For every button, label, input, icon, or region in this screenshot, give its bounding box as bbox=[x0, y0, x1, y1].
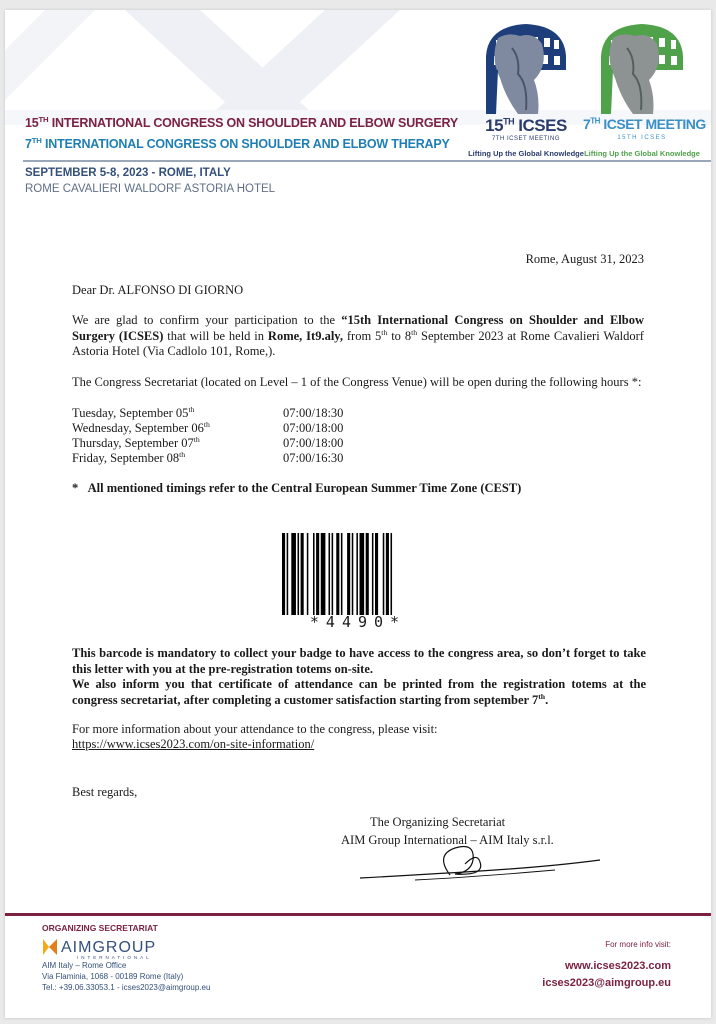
barcode-bar bbox=[356, 533, 358, 615]
congress-title-icses: 15TH INTERNATIONAL CONGRESS ON SHOULDER AND ELBOW SURGERY bbox=[25, 114, 459, 130]
onsite-info-link[interactable]: https://www.icses2023.com/on-site-information/ bbox=[72, 737, 315, 751]
schedule-hours: 07:00/18:30 bbox=[283, 406, 344, 420]
timezone-note: * All mentioned timings refer to the Central European Summer Time Zone (CEST) bbox=[72, 481, 522, 495]
barcode-bar bbox=[329, 533, 331, 615]
barcode-bar bbox=[375, 533, 378, 615]
barcode-bar bbox=[341, 533, 343, 615]
congress-dates: SEPTEMBER 5-8, 2023 - ROME, ITALY bbox=[25, 167, 231, 179]
icset-logo bbox=[583, 18, 706, 163]
signature-line-2: AIM Group International – AIM Italy s.r.l. bbox=[341, 833, 554, 847]
barcode-bar bbox=[287, 533, 289, 615]
colosseum-statue-icon bbox=[468, 18, 584, 118]
more-info-label: For more info visit: bbox=[605, 940, 671, 949]
icset-logo-tagline: Lifting Up the Global Knowledge bbox=[584, 149, 700, 158]
salutation: Dear Dr. ALFONSO DI GIORNO bbox=[72, 283, 244, 297]
paragraph-badge-notice: This barcode is mandatory to collect your badge to have access to the congress area, so don’t forget to take this letter with you at the pre-registration totems on-site. bbox=[72, 646, 646, 676]
svg-text:AIMGROUP: AIMGROUP bbox=[61, 939, 157, 956]
icses-logo-subtitle: 7TH ICSET MEETING bbox=[491, 136, 561, 142]
barcode-bar bbox=[347, 533, 350, 615]
paragraph-secretariat-hours: The Congress Secretariat (located on Level – 1 of the Congress Venue) will be open during the following hours *: bbox=[72, 375, 642, 389]
barcode-bar bbox=[298, 533, 300, 615]
barcode-bar bbox=[301, 533, 304, 615]
barcode-bar bbox=[332, 533, 334, 615]
barcode-bar bbox=[372, 533, 374, 615]
icset-logo-title: 7TH ICSET MEETING bbox=[583, 116, 706, 132]
website-link[interactable]: www.icses2023.com bbox=[565, 960, 671, 972]
barcode-bar bbox=[321, 533, 326, 615]
barcode-bar bbox=[316, 533, 319, 615]
schedule-day: Thursday, September 07th bbox=[72, 434, 200, 450]
footer-divider bbox=[5, 913, 711, 916]
schedule-hours: 07:00/18:00 bbox=[283, 421, 344, 435]
letter-page bbox=[5, 10, 711, 1018]
barcode-bar bbox=[391, 533, 393, 615]
office-contact: Tel.: +39.06.33053.1 - icses2023@aimgroup.eu bbox=[42, 983, 211, 992]
handwritten-signature bbox=[355, 840, 605, 890]
paragraph-certificate-notice: We also inform you that certificate of attendance can be printed from the registration totems at the congress secretariat, after completing a customer satisfaction starting from september 7th. bbox=[72, 677, 646, 707]
schedule-hours: 07:00/18:00 bbox=[283, 436, 344, 450]
office-address: Via Flaminia, 1068 - 00189 Rome (Italy) bbox=[42, 972, 184, 981]
icset-logo-subtitle: 15TH ICSES bbox=[617, 135, 667, 141]
congress-title-icset: 7TH INTERNATIONAL CONGRESS ON SHOULDER AND ELBOW THERAPY bbox=[25, 135, 450, 151]
info-link-wrapper bbox=[72, 737, 314, 753]
schedule-day: Friday, September 08th bbox=[72, 449, 186, 465]
colosseum-statue-icon bbox=[583, 18, 701, 118]
barcode-bar bbox=[291, 533, 296, 615]
barcode-bar bbox=[366, 533, 369, 615]
icses-logo-tagline: Lifting Up the Global Knowledge bbox=[468, 149, 584, 158]
schedule-day: Tuesday, September 05th bbox=[72, 404, 195, 420]
barcode-bar bbox=[352, 533, 354, 615]
registration-barcode bbox=[281, 533, 435, 615]
schedule-hours: 07:00/16:30 bbox=[283, 451, 344, 465]
barcode-number: *4490* bbox=[309, 613, 407, 631]
icses-logo bbox=[468, 18, 584, 163]
signature-line-1: The Organizing Secretariat bbox=[370, 815, 506, 829]
closing: Best regards, bbox=[72, 785, 138, 799]
letter-date: Rome, August 31, 2023 bbox=[525, 252, 644, 266]
info-text: For more information about your attendance to the congress, please visit: bbox=[72, 722, 438, 736]
barcode-bar bbox=[360, 533, 365, 615]
organizing-secretariat-label: ORGANIZING SECRETARIAT bbox=[42, 923, 158, 933]
barcode-bar bbox=[383, 533, 385, 615]
paragraph-confirmation: We are glad to confirm your participation to the “15th International Congress on Shoulder and Elbow Surgery (ICSES) that will be held in Rome, It9.aly, from 5th to 8th September 2023 at Rome Cavalieri Waldorf Astoria Hotel (Via Cadlolo 101, Rome,). bbox=[72, 313, 644, 358]
congress-venue: ROME CAVALIERI WALDORF ASTORIA HOTEL bbox=[25, 183, 276, 195]
aim-group-logo bbox=[41, 935, 171, 961]
barcode-bar bbox=[336, 533, 339, 615]
icses-logo-title: 15TH ICSES bbox=[485, 116, 567, 135]
barcode-bar bbox=[282, 533, 285, 615]
schedule-day: Wednesday, September 06th bbox=[72, 419, 210, 435]
email-link[interactable]: icses2023@aimgroup.eu bbox=[542, 977, 671, 989]
barcode-bar bbox=[386, 533, 389, 615]
barcode-bar bbox=[307, 533, 309, 615]
svg-text:INTERNATIONAL: INTERNATIONAL bbox=[77, 955, 152, 960]
barcode-bar bbox=[313, 533, 315, 615]
office-name: AIM Italy – Rome Office bbox=[42, 961, 127, 970]
